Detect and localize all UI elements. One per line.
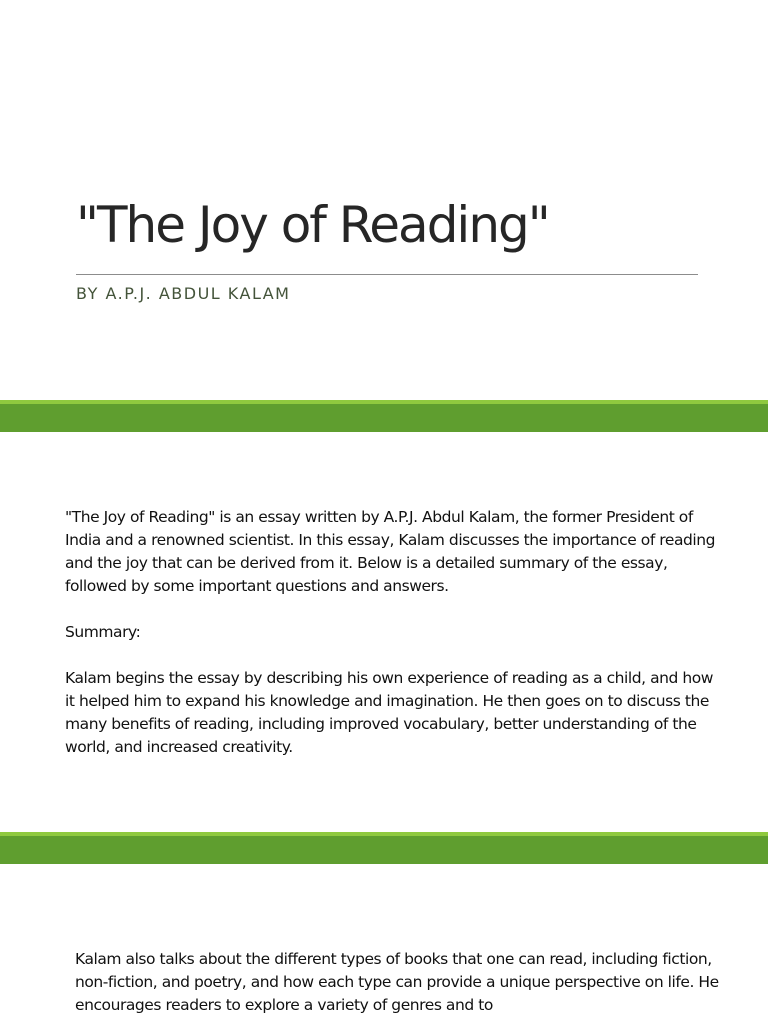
genres-paragraph: Kalam also talks about the different types of books that one can read, including fiction, non-fiction, and poetry, and how each type can provide a unique perspective on life. He encourages readers to explore a variety of genres and to [75, 950, 719, 1014]
summary-text-block [65, 506, 725, 759]
summary-slide [0, 432, 768, 832]
slide-subtitle: BY A.P.J. ABDUL KALAM [76, 284, 291, 303]
summary-paragraph: Kalam begins the essay by describing his own experience of reading as a child, and how it helped him to expand his knowledge and imagination. He then goes on to discuss the many benefits of reading, including improved vocabulary, better understanding of the world, and increased creativity. [65, 669, 714, 756]
summary-heading: Summary: [65, 623, 141, 641]
page-divider [0, 400, 768, 432]
title-underline [76, 274, 698, 275]
genres-text-block [75, 948, 735, 1017]
page-divider [0, 832, 768, 864]
intro-paragraph: "The Joy of Reading" is an essay written by A.P.J. Abdul Kalam, the former President of India and a renowned scientist. In this essay, Kalam discusses the importance of reading and the joy that can be derived from it. Below is a detailed summary of the essay, followed by some important questions and answers. [65, 508, 716, 595]
genres-slide [0, 864, 768, 1024]
title-slide [0, 0, 768, 400]
slide-title: "The Joy of Reading" [76, 196, 549, 254]
